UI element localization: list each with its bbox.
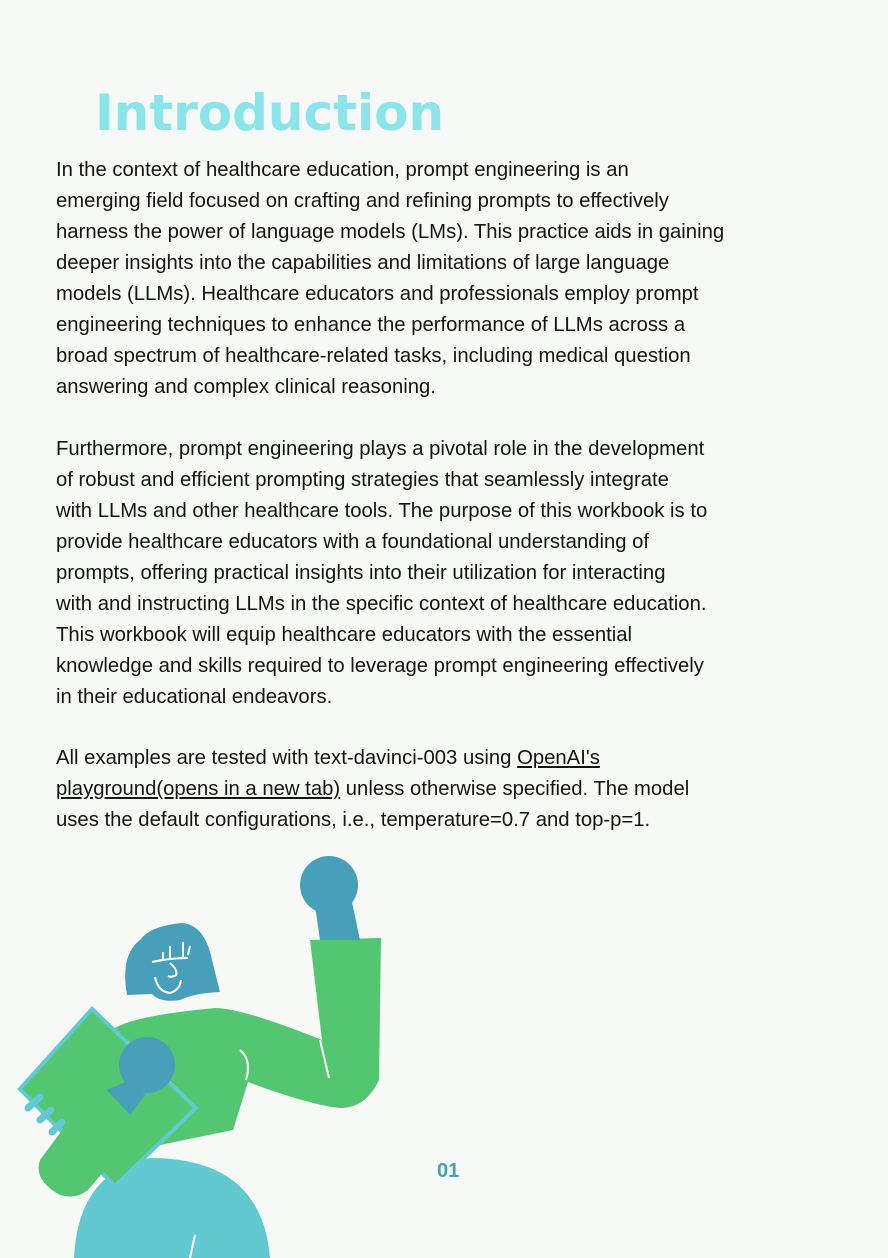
text-segment: All examples are tested with text-davinci-003 using: [56, 747, 518, 769]
text-line: uses the default configurations, i.e., temperature=0.7 and top-p=1.: [56, 809, 651, 831]
text-line: engineering techniques to enhance the performance of LLMs across a: [56, 314, 686, 336]
text-line: broad spectrum of healthcare-related tasks, including medical question: [56, 345, 691, 367]
text-line: emerging field focused on crafting and refining prompts to effectively: [56, 190, 669, 212]
openai-playground-link[interactable]: OpenAI's: [517, 747, 600, 769]
hair-shape: [125, 923, 220, 1001]
text-line: answering and complex clinical reasoning.: [56, 376, 436, 398]
raised-fist-shape: [300, 856, 358, 914]
text-line: In the context of healthcare education, prompt engineering is an: [56, 159, 629, 181]
fist-shape: [119, 1037, 175, 1093]
text-line: with LLMs and other healthcare tools. The purpose of this workbook is to: [56, 500, 708, 522]
page-number: 01: [437, 1160, 460, 1182]
text-line: prompts, offering practical insights into their utilization for interacting: [56, 562, 666, 584]
text-line: of robust and efficient prompting strategies that seamlessly integrate: [56, 469, 669, 491]
text-line: Furthermore, prompt engineering plays a pivotal role in the development: [56, 438, 705, 460]
text-line: models (LLMs). Healthcare educators and professionals employ prompt: [56, 283, 699, 305]
text-line: in their educational endeavors.: [56, 686, 333, 708]
text-line: This workbook will equip healthcare educators with the essential: [56, 624, 633, 646]
text-segment: unless otherwise specified. The model: [340, 778, 690, 800]
text-line: provide healthcare educators with a foundational understanding of: [56, 531, 650, 553]
text-line: with and instructing LLMs in the specific context of healthcare education.: [56, 593, 707, 615]
text-line: harness the power of language models (LMs). This practice aids in gaining: [56, 221, 725, 243]
text-line: knowledge and skills required to leverage prompt engineering effectively: [56, 655, 704, 677]
page-title: Introduction: [95, 84, 445, 142]
openai-playground-link-continued[interactable]: playground(opens in a new tab): [56, 778, 341, 800]
text-line: deeper insights into the capabilities and limitations of large language: [56, 252, 670, 274]
